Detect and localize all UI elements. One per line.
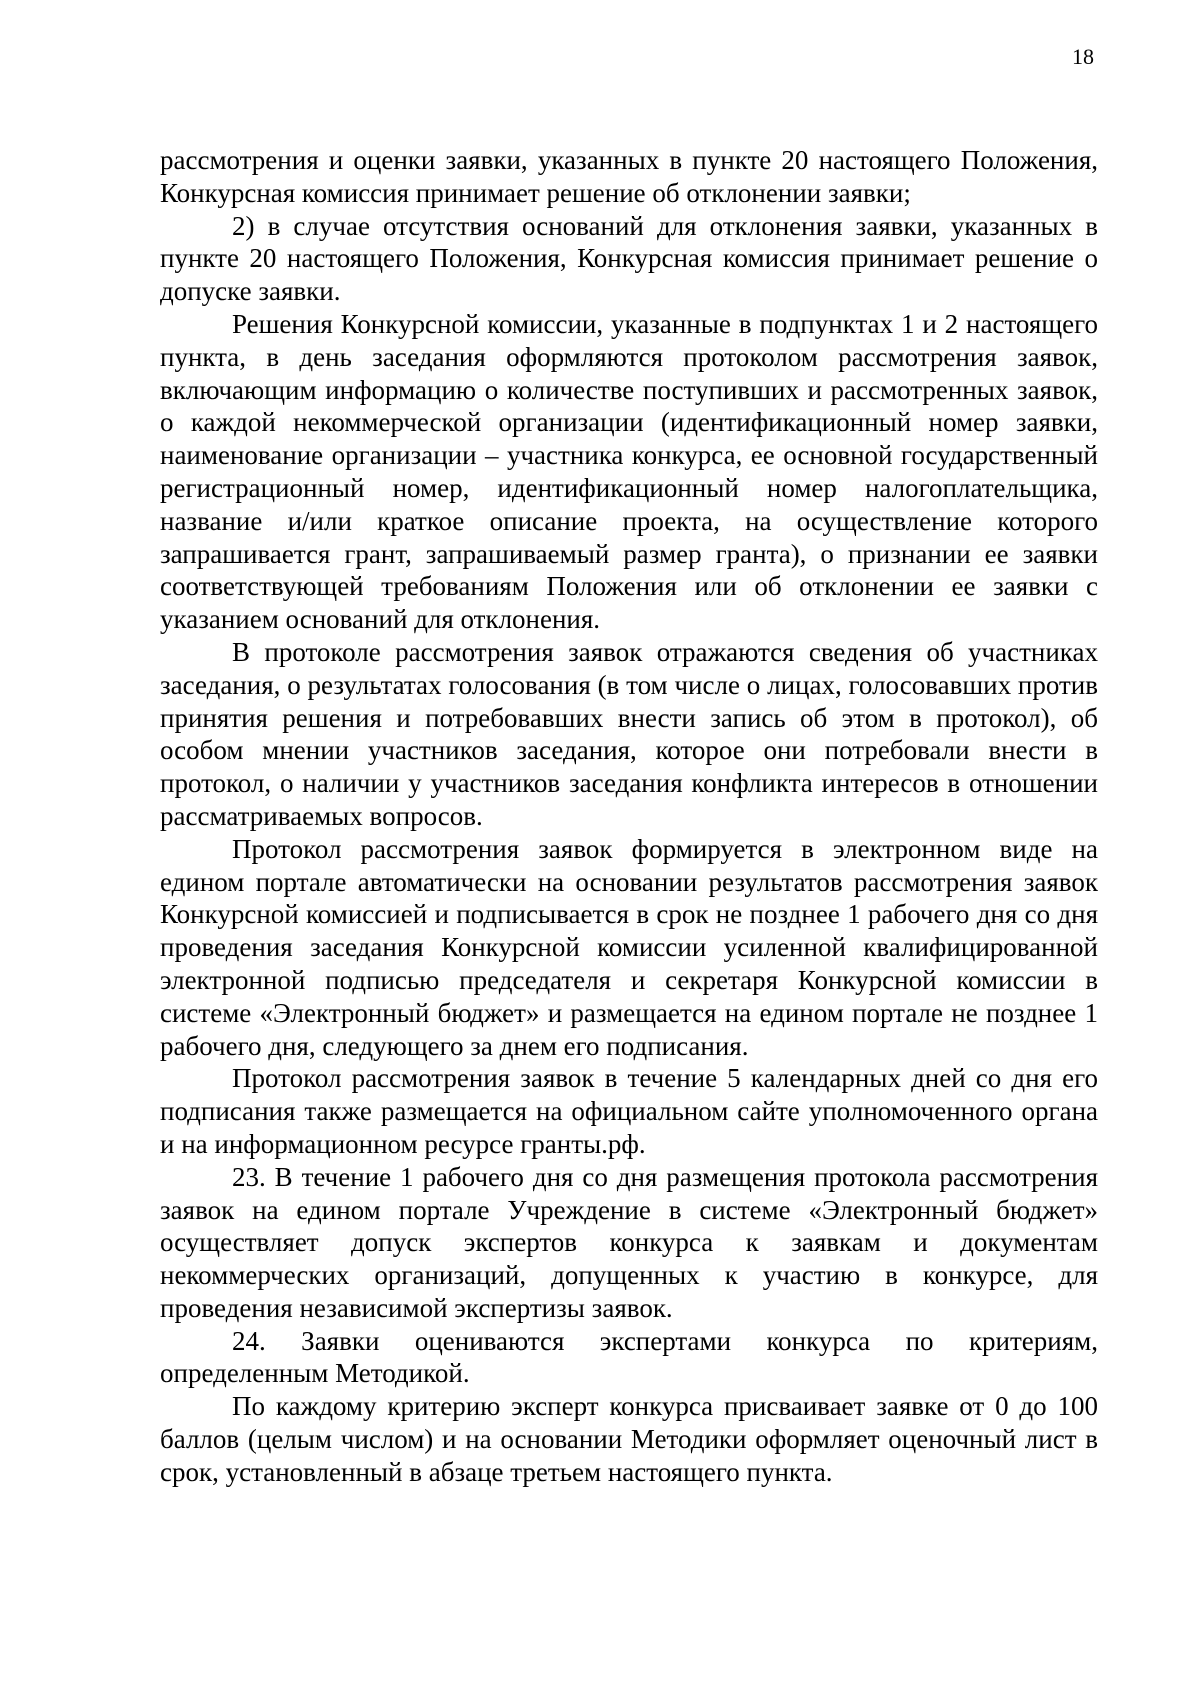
document-body	[160, 144, 1098, 1489]
paragraph-4: В протоколе рассмотрения заявок отражаются сведения об участниках заседания, о результатах голосования (в том числе о лицах, голосовавших против принятия решения и потребовавших внести запись об этом в протокол), об особом мнении участников заседания, которое они потребовали внести в протокол, о наличии у участников заседания конфликта интересов в отношении рассматриваемых вопросов.	[160, 636, 1098, 831]
paragraph-3: Решения Конкурсной комиссии, указанные в подпунктах 1 и 2 настоящего пункта, в день заседания оформляются протоколом рассмотрения заявок, включающим информацию о количестве поступивших и рассмотренных заявок, о каждой некоммерческой организации (идентификационный номер заявки, наименование организации – участника конкурса, ее основной государственный регистрационный номер, идентификационный номер налогоплательщика, название и/или краткое описание проекта, на осуществление которого запрашивается грант, запрашиваемый размер гранта), о признании ее заявки соответствующей требованиям Положения или об отклонении ее заявки с указанием оснований для отклонения.	[160, 308, 1098, 635]
paragraph-7: 23. В течение 1 рабочего дня со дня размещения протокола рассмотрения заявок на едином портале Учреждение в системе «Электронный бюджет» осуществляет допуск экспертов конкурса к заявкам и документам некоммерческих организаций, допущенных к участию в конкурсе, для проведения независимой экспертизы заявок.	[160, 1161, 1098, 1323]
paragraph-2: 2) в случае отсутствия оснований для отклонения заявки, указанных в пункте 20 настоящего Положения, Конкурсная комиссия принимает решение о допуске заявки.	[160, 210, 1098, 307]
paragraph-9: По каждому критерию эксперт конкурса присваивает заявке от 0 до 100 баллов (целым числом) и на основании Методики оформляет оценочный лист в срок, установленный в абзаце третьем настоящего пункта.	[160, 1391, 1098, 1487]
paragraph-1: рассмотрения и оценки заявки, указанных в пункте 20 настоящего Положения, Конкурсная комиссия принимает решение об отклонении заявки;	[160, 145, 1098, 208]
page-number: 18	[1072, 44, 1094, 69]
paragraph-6: Протокол рассмотрения заявок в течение 5 календарных дней со дня его подписания также размещается на официальном сайте уполномоченного органа и на информационном ресурсе гранты.рф.	[160, 1063, 1098, 1159]
paragraph-5: Протокол рассмотрения заявок формируется в электронном виде на едином портале автоматически на основании результатов рассмотрения заявок Конкурсной комиссией и подписывается в срок не позднее 1 рабочего дня со дня проведения заседания Конкурсной комиссии усиленной квалифицированной электронной подписью председателя и секретаря Конкурсной комиссии в системе «Электронный бюджет» и размещается на едином портале не позднее 1 рабочего дня, следующего за днем его подписания.	[160, 833, 1098, 1061]
paragraph-8: 24. Заявки оцениваются экспертами конкурса по критериям, определенным Методикой.	[160, 1325, 1098, 1389]
